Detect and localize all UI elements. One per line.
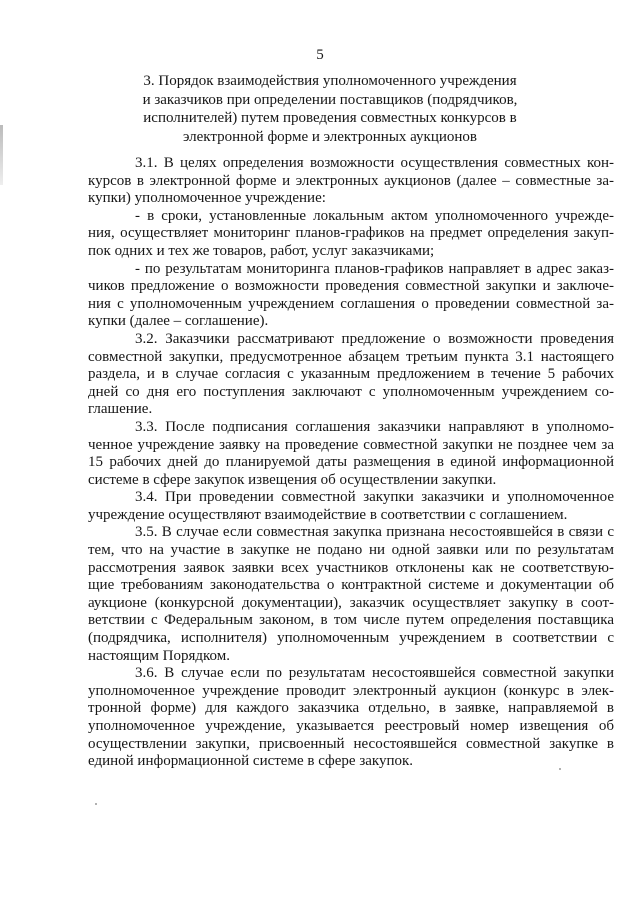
text-line: чиков предложение о возможности проведения совместной закупки и заключе-: [88, 278, 614, 295]
text-line: 3.3. После подписания соглашения заказчики направляют в уполномо-: [135, 418, 614, 435]
text-line: - по результатам мониторинга планов-графиков направляет в адрес заказ-: [135, 260, 614, 277]
paragraph-3-6: [88, 665, 614, 771]
text-line: настоящим Порядком.: [88, 647, 230, 664]
paragraph-3-1-item-a: [88, 208, 614, 261]
text-line: 3.2. Заказчики рассматривают предложение о возможности проведения: [135, 330, 614, 347]
text-line: ченное учреждение заявку на проведение совместной закупки не позднее чем за: [88, 436, 614, 453]
title-line: исполнителей) путем проведения совместных конкурсов в: [143, 110, 517, 126]
text-line: системе в сфере закупок извещения об осуществлении закупки.: [88, 471, 497, 488]
title-line: 3. Порядок взаимодействия уполномоченного учреждения: [143, 73, 517, 89]
scan-edge-mark: [0, 125, 3, 185]
paragraph-3-1-item-b: [88, 261, 614, 331]
paragraph-3-2: [88, 331, 614, 419]
text-line: 3.1. В целях определения возможности осуществления совместных кон-: [135, 155, 614, 171]
text-line: осуществлении закупки, присвоенный несостоявшейся совместной закупке в: [88, 735, 614, 752]
text-line: пок одних и тех же товаров, работ, услуг заказчиками;: [88, 242, 435, 259]
text-line: 3.5. В случае если совместная закупка признана несостоявшейся в связи с: [135, 524, 614, 541]
title-line: электронной форме и электронных аукционов: [182, 128, 477, 145]
paragraph-3-5: [88, 524, 614, 665]
document-body: [88, 155, 614, 771]
text-line: совместной закупки, предусмотренное абзацем третьим пункта 3.1 настоящего: [88, 348, 614, 365]
text-line: единой информационной системе в сфере закупок.: [88, 753, 414, 770]
text-line: учреждение осуществляют взаимодействие в соответствии с соглашением.: [88, 506, 568, 523]
text-line: тем, что на участие в закупке не подано ни одной заявки или по результатам: [88, 542, 614, 559]
text-line: 15 рабочих дней до планируемой даты размещения в единой информационной: [88, 454, 614, 471]
text-line: раздела, и в случае согласия с указанным предложением в течение 5 рабочих: [88, 366, 614, 383]
text-line: щие требованиям законодательства о контрактной системе и документации об: [88, 577, 614, 594]
text-line: глашение.: [88, 401, 153, 418]
text-line: ветствии с Федеральным законом, в том числе путем определения поставщика: [88, 612, 614, 629]
title-line: и заказчиков при определении поставщиков (подрядчиков,: [142, 91, 518, 108]
text-line: курсов в электронной форме и электронных аукционов (далее – совместные за-: [88, 172, 614, 189]
text-line: ния, осуществляет мониторинг планов-графиков на предмет определения закуп-: [88, 225, 614, 242]
text-line: ния с уполномоченным учреждением соглашения о проведении совместной за-: [88, 295, 614, 312]
text-line: уполномоченное учреждение проводит электронный аукцион (конкурс в элек-: [88, 682, 614, 699]
scan-speck: [95, 803, 97, 805]
text-line: - в сроки, установленные локальным актом уполномоченного учрежде-: [135, 207, 614, 224]
text-line: купки (далее – соглашение).: [88, 313, 269, 330]
text-line: (подрядчика, исполнителя) уполномоченным учреждением в соответствии с: [88, 630, 614, 647]
paragraph-3-3: [88, 419, 614, 489]
text-line: уполномоченное учреждение, указывается реестровый номер извещения об: [88, 718, 614, 734]
text-line: 3.6. В случае если по результатам несостоявшейся совместной закупки: [135, 665, 614, 682]
paragraph-3-4: [88, 489, 614, 524]
text-line: купки) уполномоченное учреждение:: [88, 190, 326, 207]
text-line: рассмотрения заявок заявки всех участников отклонены как не соответствую-: [88, 559, 614, 576]
text-line: 3.4. При проведении совместной закупки заказчики и уполномоченное: [135, 489, 614, 506]
section-title: [120, 72, 540, 146]
page-number: 5: [316, 47, 324, 63]
text-line: тронной форме) для каждого заказчика отдельно, в заявке, направляемой в: [88, 700, 614, 717]
text-line: аукционе (конкурсной документации), заказчик осуществляет закупку в соот-: [88, 594, 614, 611]
paragraph-3-1: [88, 155, 614, 208]
text-line: дней со дня его поступления заключают с уполномоченным учреждением со-: [88, 383, 614, 400]
